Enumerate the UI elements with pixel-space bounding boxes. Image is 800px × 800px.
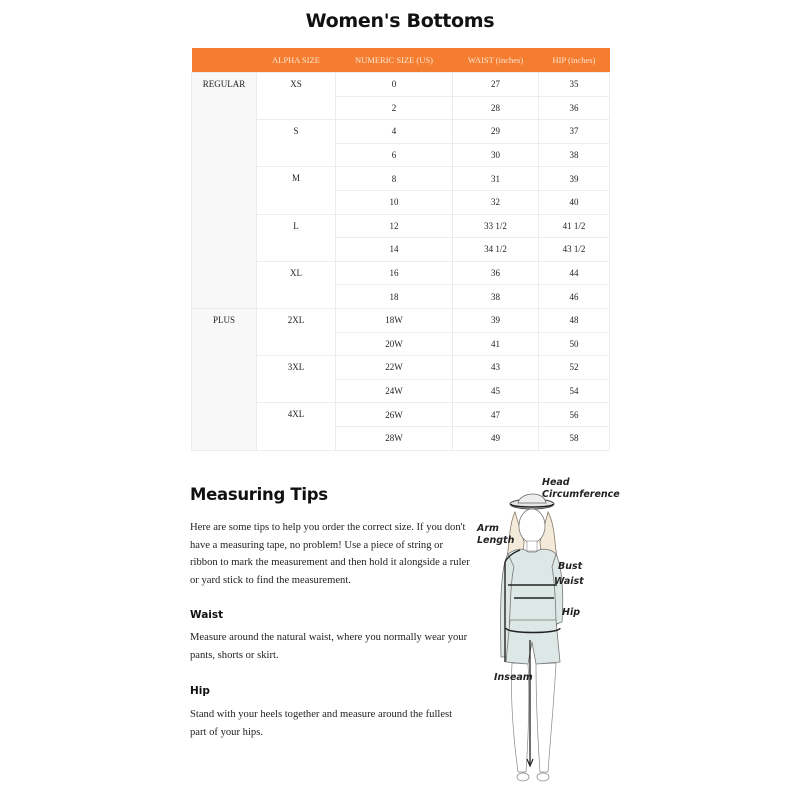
waist-value: 29 [453,120,539,144]
numeric-size: 20W [336,332,453,356]
size-chart-table [191,48,610,451]
label-hip: Hip [562,607,581,618]
numeric-size: 2 [336,96,453,120]
numeric-size: 18W [336,308,453,332]
numeric-size: 18 [336,285,453,309]
page-title: Women's Bottoms [305,10,495,32]
table-header-row [192,48,610,73]
numeric-size: 26W [336,403,453,427]
label-inseam: Inseam [494,672,533,683]
table-row [192,73,610,97]
numeric-size: 6 [336,143,453,167]
hip-value: 38 [539,143,610,167]
numeric-size: 16 [336,261,453,285]
group-label-plus: PLUS [192,308,257,450]
waist-value: 28 [453,96,539,120]
hip-value: 44 [539,261,610,285]
waist-value: 45 [453,379,539,403]
numeric-size: 24W [336,379,453,403]
hip-value: 50 [539,332,610,356]
waist-value: 36 [453,261,539,285]
measuring-tips-heading: Measuring Tips [190,485,328,504]
hip-value: 48 [539,308,610,332]
hip-value: 36 [539,96,610,120]
numeric-size: 8 [336,167,453,191]
waist-value: 39 [453,308,539,332]
numeric-size: 0 [336,73,453,97]
hip-heading: Hip [190,685,210,697]
numeric-size: 4 [336,120,453,144]
hip-value: 41 1/2 [539,214,610,238]
label-head: Head [542,477,570,488]
header-waist: WAIST (inches) [453,48,539,73]
hip-value: 54 [539,379,610,403]
waist-heading: Waist [190,609,224,621]
alpha-size: 4XL [257,403,336,450]
hip-value: 39 [539,167,610,191]
waist-value: 31 [453,167,539,191]
alpha-size: L [257,214,336,261]
alpha-size: 2XL [257,308,336,355]
waist-value: 32 [453,190,539,214]
header-hip: HIP (inches) [539,48,610,73]
group-label-regular: REGULAR [192,73,257,309]
hip-value: 46 [539,285,610,309]
label-circumference: Circumference [542,489,620,500]
numeric-size: 28W [336,426,453,450]
waist-value: 38 [453,285,539,309]
waist-value: 41 [453,332,539,356]
alpha-size: M [257,167,336,214]
hip-value: 40 [539,190,610,214]
numeric-size: 12 [336,214,453,238]
table-row [192,308,610,332]
hip-value: 56 [539,403,610,427]
alpha-size: XS [257,73,336,120]
waist-value: 27 [453,73,539,97]
measurement-illustration [470,472,620,790]
waist-value: 47 [453,403,539,427]
numeric-size: 10 [336,190,453,214]
waist-value: 30 [453,143,539,167]
hip-value: 35 [539,73,610,97]
hip-instructions: Stand with your heels together and measure around the fullest part of your hips. [190,709,453,738]
alpha-size: 3XL [257,356,336,403]
waist-value: 33 1/2 [453,214,539,238]
hip-value: 37 [539,120,610,144]
waist-value: 49 [453,426,539,450]
woman-figure-icon [470,472,620,790]
header-group [192,48,257,73]
measuring-tips-intro: Here are some tips to help you order the correct size. If you don't have a measuring tape, no problem! Use a piece of string or ribbon to mark the measurement and then hold it alongside a ruler or yard stick to find the measurement. [190,522,470,586]
numeric-size: 14 [336,238,453,262]
alpha-size: XL [257,261,336,308]
label-arm: Arm [477,523,499,534]
waist-instructions: Measure around the natural waist, where you normally wear your pants, shorts or skirt. [190,632,468,661]
hip-value: 43 1/2 [539,238,610,262]
hip-value: 58 [539,426,610,450]
alpha-size: S [257,120,336,167]
hip-value: 52 [539,356,610,380]
numeric-size: 22W [336,356,453,380]
label-waist: Waist [554,576,584,587]
header-numeric-size: NUMERIC SIZE (US) [336,48,453,73]
waist-value: 34 1/2 [453,238,539,262]
label-length: Length [477,535,515,546]
waist-value: 43 [453,356,539,380]
label-bust: Bust [558,561,583,572]
header-alpha-size: ALPHA SIZE [257,48,336,73]
